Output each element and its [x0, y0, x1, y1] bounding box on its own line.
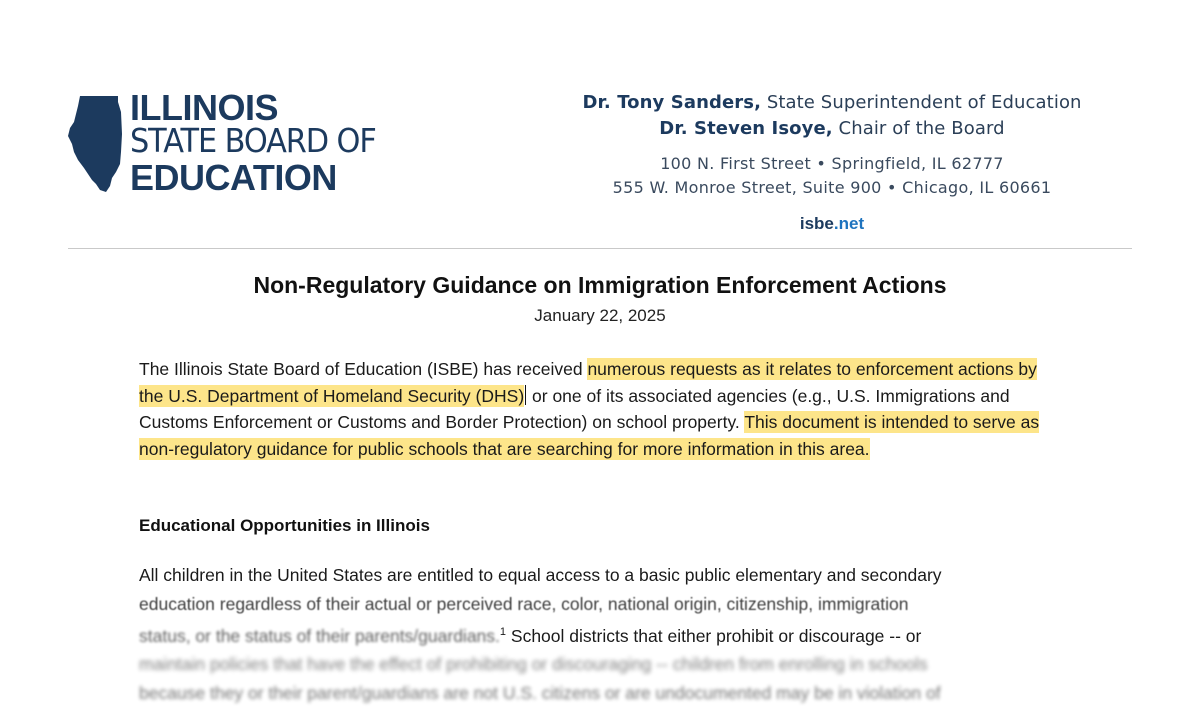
section-body: [139, 561, 1061, 707]
logo-line-education: EDUCATION: [130, 157, 337, 198]
section-line-3b: School districts that either prohibit or discourage -- or: [506, 625, 922, 646]
intro-text-2: or one of its associated agencies (e.g., U.S. Immigrations and Customs Enforcement or Customs and Border Protection) on school property.: [139, 385, 1010, 432]
document-date: January 22, 2025: [534, 306, 666, 325]
address-block: [552, 152, 1112, 200]
document-title: Non-Regulatory Guidance on Immigration Enforcement Actions: [253, 272, 947, 298]
chicago-address: 555 W. Monroe Street, Suite 900 • Chicago, IL 60661: [612, 178, 1052, 197]
section-line-3a: status, or the status of their parents/guardians.: [139, 625, 500, 646]
chair-line: [552, 116, 1112, 142]
intro-text-1: The Illinois State Board of Education (ISBE) has received: [139, 359, 588, 379]
section-line-3: [139, 618, 1061, 650]
website-name: isbe: [799, 214, 834, 233]
superintendent-title: State Superintendent of Education: [761, 92, 1082, 113]
logo-line-illinois: ILLINOIS: [130, 87, 278, 128]
intro-paragraph[interactable]: [139, 356, 1064, 462]
website-tld: .net: [833, 214, 865, 233]
website-link[interactable]: [552, 214, 1112, 234]
section-line-4: maintain policies that have the effect of prohibiting or discouraging -- children from enrolling in schools: [139, 654, 928, 675]
section-heading: Educational Opportunities in Illinois: [139, 516, 430, 535]
logo-line-state-board: STATE BOARD OF: [130, 121, 376, 160]
superintendent-name: Dr. Tony Sanders,: [582, 92, 762, 113]
header-divider: [68, 248, 1132, 249]
springfield-address: 100 N. First Street • Springfield, IL 62777: [660, 154, 1004, 173]
footnote-marker: 1: [499, 626, 507, 638]
intro-highlight-2: This document is intended to serve as non-regulatory guidance for public schools that are searching for more information in this area.: [139, 412, 1040, 459]
intro-highlight-1: numerous requests as it relates to enforcement actions by the U.S. Department of Homeland Security (DHS): [139, 359, 1037, 406]
letterhead-contact: [552, 90, 1112, 234]
section-line-2: education regardless of their actual or perceived race, color, national origin, citizenship, immigration: [139, 593, 909, 614]
illinois-state-silhouette-icon: [66, 94, 126, 194]
section-line-5: because they or their parent/guardians are not U.S. citizens or are undocumented may be in violation of: [139, 682, 941, 703]
superintendent-line: [552, 90, 1112, 116]
isbe-logo: [66, 87, 446, 200]
chair-title: Chair of the Board: [832, 118, 1005, 139]
text-cursor: [525, 385, 526, 405]
section-line-1: All children in the United States are entitled to equal access to a basic public elementary and secondary: [139, 565, 942, 585]
chair-name: Dr. Steven Isoye,: [659, 118, 833, 139]
logo-wordmark: [130, 87, 397, 198]
